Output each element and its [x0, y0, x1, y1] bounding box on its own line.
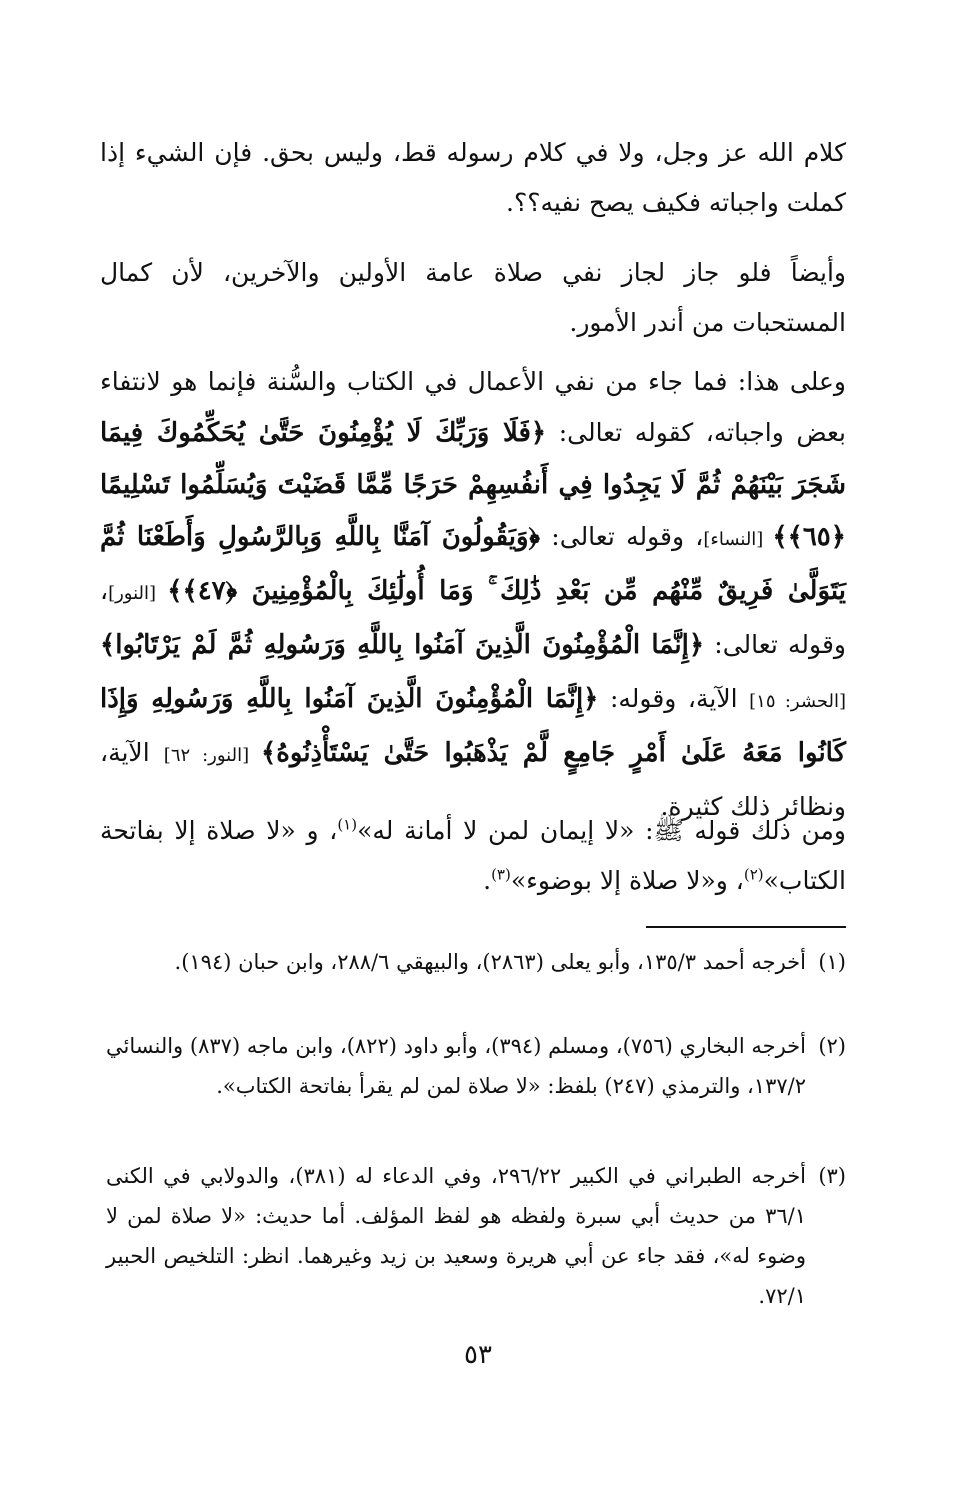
- page-number: ٥٣: [464, 1340, 492, 1370]
- connector-3: الآية، وقوله:: [598, 684, 750, 713]
- footnote-number: (٢): [818, 1034, 846, 1058]
- footnote-text: أخرجه الطبراني في الكبير ٢٩٦/٢٢، وفي الدعاء له (٣٨١)، والدولابي في الكنى ٣٦/١ من حديث أبي سبرة ولفظه هو لفظ المؤلف. أما حديث: «لا صلاة لمن لا وضوء له»، فقد جاء عن أبي هريرة وسعيد بن زيد وغيرهما. انظر: التلخيص الحبير ٧٢/١.: [106, 1164, 807, 1308]
- footnote-2: [100, 1026, 846, 1106]
- quran-verse-3: ﴿إِنَّمَا الْمُؤْمِنُونَ الَّذِينَ آمَنُوا بِاللَّهِ وَرَسُولِهِ ثُمَّ لَمْ يَرْتَابُوا﴾: [100, 630, 705, 660]
- paragraph-3-intro: وعلى هذا: فما جاء من نفي الأعمال في الكتاب والسُّنة فإنما هو لانتفاء بعض واجباته، كقوله تعالى:: [100, 367, 846, 447]
- quran-verse-1: ﴿فَلَا وَرَبِّكَ لَا يُؤْمِنُونَ حَتَّىٰ يُحَكِّمُوكَ فِيمَا شَجَرَ بَيْنَهُمْ ثُمَّ لَا يَجِدُوا فِي أَنفُسِهِمْ حَرَجًا مِّمَّا قَضَيْتَ وَيُسَلِّمُوا تَسْلِيمًا ﴿٦٥﴾﴾: [100, 418, 846, 552]
- footnote-text: أخرجه البخاري (٧٥٦)، ومسلم (٣٩٤)، وأبو داود (٨٢٢)، وابن ماجه (٨٣٧) والنسائي ١٣٧/٢، والترمذي (٢٤٧) بلفظ: «لا صلاة لمن لم يقرأ بفاتحة الكتاب».: [106, 1034, 806, 1098]
- footnote-ref-3[interactable]: (٣): [491, 865, 511, 884]
- footnote-ref-2[interactable]: (٢): [743, 865, 764, 884]
- quran-verse-2: ﴿وَيَقُولُونَ آمَنَّا بِاللَّهِ وَبِالرَّسُولِ وَأَطَعْنَا ثُمَّ يَتَوَلَّىٰ فَرِيقٌ مِّنْهُم مِّن بَعْدِ ذَٰلِكَ ۚ وَمَا أُولَٰئِكَ بِالْمُؤْمِنِينَ ﴿٤٧﴾﴾: [100, 522, 846, 606]
- connector-2: ، وقوله تعالى:: [100, 576, 846, 659]
- footnote-ref-1[interactable]: (١): [337, 815, 358, 834]
- connector-1: ، وقوله تعالى:: [540, 522, 704, 551]
- verse-source-3: [الحشر: ١٥]: [749, 691, 847, 712]
- body-paragraph-3: [100, 356, 846, 832]
- footnote-number: (١): [818, 950, 846, 974]
- body-paragraph-1: كلام الله عز وجل، ولا في كلام رسوله قط، وليس بحق. فإن الشيء إذا كملت واجباته فكيف يصح نفيه؟؟.: [100, 138, 846, 217]
- verse-source-4: [النور: ٦٢]: [163, 745, 262, 766]
- quran-verse-4: ﴿إِنَّمَا الْمُؤْمِنُونَ الَّذِينَ آمَنُوا بِاللَّهِ وَرَسُولِهِ وَإِذَا كَانُوا مَعَهُ عَلَىٰ أَمْرٍ جَامِعٍ لَّمْ يَذْهَبُوا حَتَّىٰ يَسْتَأْذِنُوهُ﴾: [100, 684, 846, 768]
- footnote-text: أخرجه أحمد ١٣٥/٣، وأبو يعلى (٢٨٦٣)، والبيهقي ٢٨٨/٦، وابن حبان (١٩٤).: [174, 950, 806, 974]
- paragraph-4-end: .: [483, 866, 492, 895]
- body-paragraph-2: وأيضاً فلو جاز لجاز نفي صلاة عامة الأولين والآخرين، لأن كمال المستحبات من أندر الأمور.: [100, 258, 846, 337]
- verse-source-2: [النور]: [108, 583, 168, 604]
- footnote-number: (٣): [818, 1164, 846, 1188]
- hadith-1: ومن ذلك قوله ﷺ: «لا إيمان لمن لا أمانة له»: [357, 816, 846, 845]
- footnote-divider: [646, 926, 846, 928]
- body-paragraph-4: [100, 806, 846, 906]
- hadith-3: ، و«لا صلاة إلا بوضوء»: [510, 866, 744, 895]
- verse-source-1: [النساء]: [703, 529, 773, 550]
- footnote-1: [100, 942, 846, 982]
- footnote-3: [100, 1156, 846, 1316]
- hadith-2: ، و «لا صلاة إلا بفاتحة الكتاب»: [100, 816, 846, 895]
- paragraph-3-outro: الآية، ونظائر ذلك كثيرة.: [100, 738, 846, 821]
